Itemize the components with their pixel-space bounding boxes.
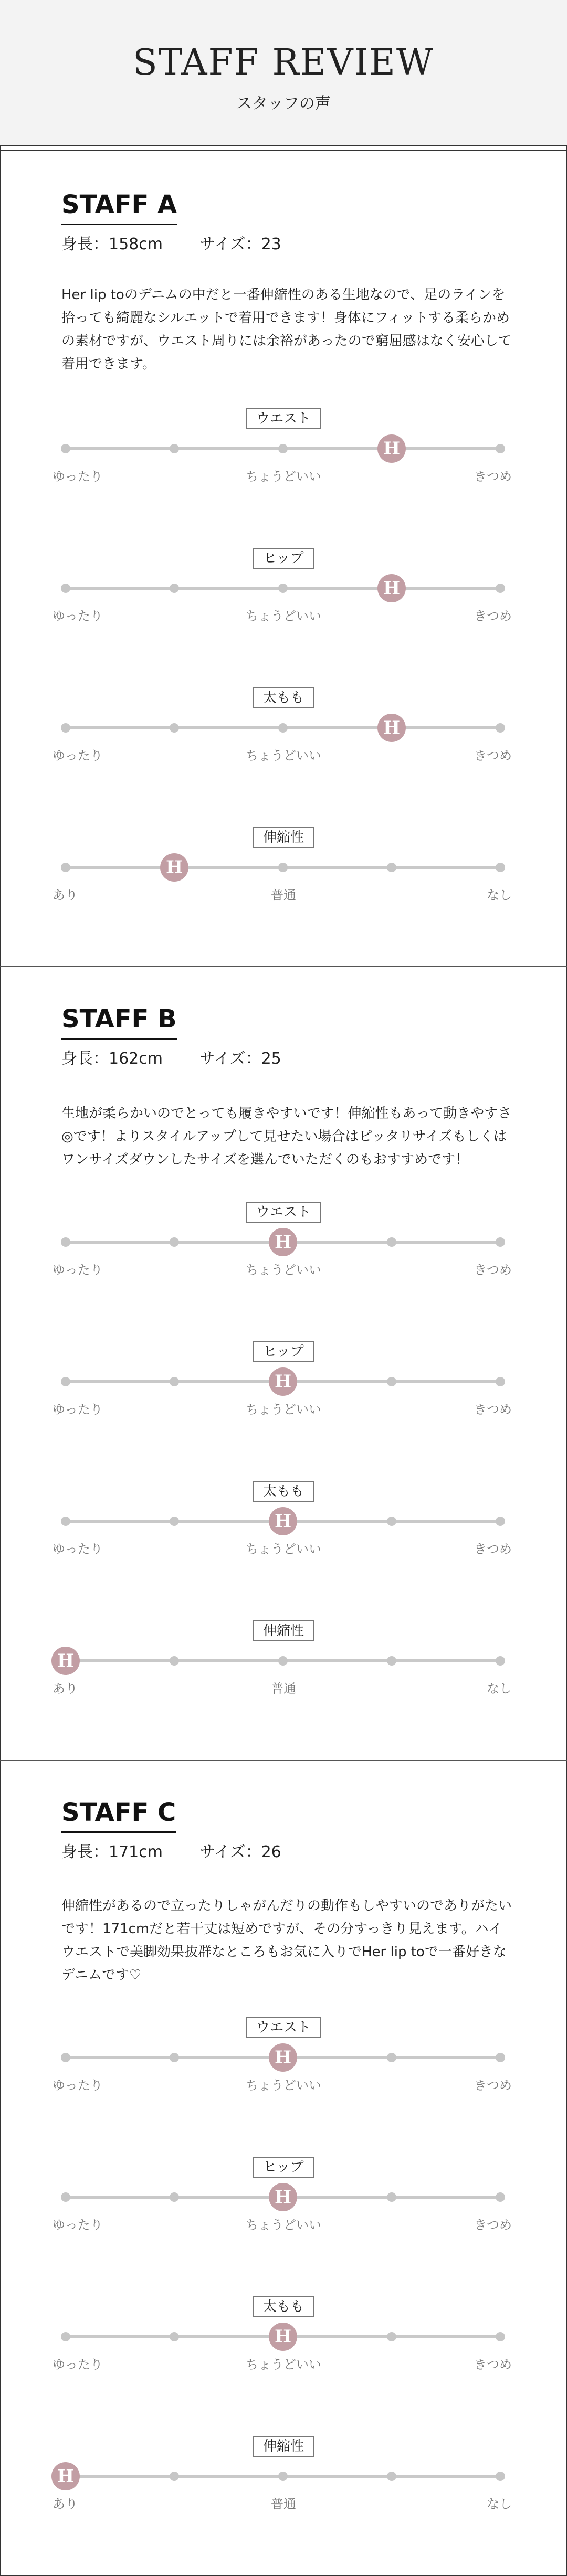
staff-name: STAFF C [61, 1797, 176, 1833]
rating-caption-left: ゆったり [52, 1402, 103, 1417]
rating-step-dot [61, 1517, 70, 1526]
staff-comment: 伸縮性があるので立ったりしゃがんだりの動作もしやすいのでありがたいです！171cmだと若干丈は短めですが、その分すっきり見えます。ハイウエストで美脚効果抜群なところもお気に入りでHer lip toで一番好きなデニムです♡ [61, 1898, 512, 1983]
rating-caption-right: きつめ [474, 1542, 512, 1556]
rating-step-dot [278, 1656, 288, 1666]
rating-label: 太もも [253, 2296, 314, 2317]
rating-step-dot [61, 863, 70, 872]
rating-step-dot [61, 1377, 70, 1386]
staff-height: 身長：171cm [61, 1843, 163, 1861]
rating-marker: H [269, 1507, 297, 1535]
rating-step-dot [61, 2332, 70, 2341]
rating-caption-left: ゆったり [52, 1542, 103, 1556]
rating-caption-right: なし [487, 1681, 512, 1696]
rating-caption-mid: ちょうどいい [246, 2078, 321, 2093]
rating-label: ヒップ [253, 1341, 314, 1362]
rating-marker: H [377, 714, 406, 742]
rating-thigh [0, 687, 567, 777]
rating-step-dot [278, 723, 288, 733]
rating-caption-mid: 普通 [271, 2497, 296, 2511]
rating-label: ヒップ [253, 2157, 314, 2178]
rating-step-dot [170, 2332, 179, 2341]
rating-step-dot [61, 584, 70, 593]
rating-hip [0, 1341, 567, 1430]
rating-marker: H [269, 1367, 297, 1396]
rating-step-dot [61, 2192, 70, 2202]
rating-caption-mid: 普通 [271, 1681, 296, 1696]
rating-label: 伸縮性 [253, 1620, 314, 1641]
rating-caption-mid: ちょうどいい [246, 1402, 321, 1417]
staff-size: サイズ：26 [199, 1843, 281, 1861]
rating-step-dot [61, 2053, 70, 2062]
rating-step-dot [170, 1377, 179, 1386]
rating-step-dot [387, 2053, 396, 2062]
rating-caption-left: ゆったり [52, 1263, 103, 1277]
staff-comment: Her lip toのデニムの中だと一番伸縮性のある生地なので、足のラインを拾っても綺麗なシルエットで着用できます！身体にフィットする柔らかめの素材ですが、ウエスト周りには余裕があったので窮屈感はなく安心して着用できます。 [61, 287, 512, 372]
rating-caption-left: あり [52, 2497, 78, 2511]
rating-stretch [0, 827, 567, 916]
staff-height: 身長：162cm [61, 1050, 163, 1068]
rating-stretch [0, 2436, 567, 2525]
rating-step-dot [496, 1237, 505, 1247]
rating-label: ウエスト [246, 1202, 321, 1223]
staff-name: STAFF B [61, 1003, 177, 1040]
staff-name: STAFF A [61, 189, 177, 225]
rating-step-dot [61, 723, 70, 733]
rating-caption-mid: ちょうどいい [246, 748, 321, 763]
rating-caption-mid: ちょうどいい [246, 1542, 321, 1556]
rating-caption-left: ゆったり [52, 2078, 103, 2093]
rating-caption-right: きつめ [474, 748, 512, 763]
rating-caption-mid: ちょうどいい [246, 2357, 321, 2372]
staff-stats [61, 1045, 281, 1068]
rating-step-dot [170, 2192, 179, 2202]
rating-step-dot [61, 1237, 70, 1247]
staff-stats [61, 1839, 281, 1862]
rating-step-dot [170, 2053, 179, 2062]
rating-marker: H [51, 1647, 80, 1675]
rating-step-dot [278, 2472, 288, 2481]
rating-step-dot [387, 2472, 396, 2481]
rating-step-dot [387, 2332, 396, 2341]
rating-step-dot [496, 2192, 505, 2202]
rating-label: 伸縮性 [253, 2436, 314, 2457]
rating-step-dot [170, 1517, 179, 1526]
rating-step-dot [278, 863, 288, 872]
rating-caption-mid: 普通 [271, 888, 296, 903]
rating-step-dot [496, 1656, 505, 1666]
rating-caption-left: あり [52, 888, 78, 903]
rating-caption-left: ゆったり [52, 609, 103, 623]
rating-caption-right: なし [487, 888, 512, 903]
rating-caption-mid: ちょうどいい [246, 2218, 321, 2232]
section-divider [0, 966, 567, 967]
header [0, 0, 567, 146]
rating-caption-right: きつめ [474, 2357, 512, 2372]
staff-size: サイズ：25 [199, 1050, 281, 1068]
header-divider [0, 150, 567, 151]
rating-marker: H [269, 2043, 297, 2072]
rating-step-dot [170, 444, 179, 453]
rating-label: ヒップ [253, 548, 314, 569]
rating-label: 伸縮性 [253, 827, 314, 848]
rating-label: ウエスト [246, 408, 321, 429]
rating-step-dot [496, 1517, 505, 1526]
rating-caption-mid: ちょうどいい [246, 469, 321, 484]
rating-marker: H [51, 2462, 80, 2490]
rating-caption-left: あり [52, 1681, 78, 1696]
staff-height: 身長：158cm [61, 235, 163, 253]
rating-step-dot [496, 2332, 505, 2341]
rating-step-dot [61, 444, 70, 453]
rating-step-dot [170, 1237, 179, 1247]
staff-stats [61, 231, 281, 254]
rating-step-dot [496, 863, 505, 872]
rating-step-dot [496, 444, 505, 453]
rating-step-dot [496, 2472, 505, 2481]
rating-caption-right: きつめ [474, 469, 512, 484]
rating-step-dot [496, 584, 505, 593]
rating-marker: H [269, 2183, 297, 2211]
rating-waist [0, 2017, 567, 2106]
rating-step-dot [387, 2192, 396, 2202]
rating-marker: H [269, 2323, 297, 2351]
page-subtitle: スタッフの声 [236, 94, 331, 113]
rating-stretch [0, 1620, 567, 1710]
section-divider [0, 1760, 567, 1761]
rating-marker: H [269, 1228, 297, 1256]
rating-step-dot [387, 1517, 396, 1526]
staff-size: サイズ：23 [199, 235, 281, 253]
rating-caption-right: きつめ [474, 1402, 512, 1417]
rating-step-dot [387, 1377, 396, 1386]
rating-step-dot [170, 1656, 179, 1666]
rating-thigh [0, 1481, 567, 1570]
rating-thigh [0, 2296, 567, 2386]
rating-step-dot [278, 444, 288, 453]
rating-hip [0, 548, 567, 637]
rating-caption-mid: ちょうどいい [246, 1263, 321, 1277]
rating-waist [0, 1202, 567, 1291]
rating-marker: H [377, 574, 406, 602]
rating-caption-right: きつめ [474, 2218, 512, 2232]
rating-step-dot [387, 1656, 396, 1666]
rating-step-dot [170, 2472, 179, 2481]
rating-caption-right: なし [487, 2497, 512, 2511]
rating-caption-mid: ちょうどいい [246, 609, 321, 623]
rating-step-dot [496, 723, 505, 733]
page-title: STAFF REVIEW [133, 42, 434, 83]
rating-marker: H [377, 434, 406, 463]
rating-caption-right: きつめ [474, 609, 512, 623]
staff-comment: 生地が柔らかいのでとっても履きやすいです！伸縮性もあって動きやすさ◎です！よりスタイルアップして見せたい場合はピッタリサイズもしくはワンサイズダウンしたサイズを選んでいただくのもおすすめです！ [61, 1106, 512, 1168]
rating-step-dot [496, 2053, 505, 2062]
rating-step-dot [170, 584, 179, 593]
rating-caption-left: ゆったり [52, 748, 103, 763]
rating-label: ウエスト [246, 2017, 321, 2038]
rating-label: 太もも [253, 1481, 314, 1502]
rating-step-dot [387, 1237, 396, 1247]
rating-caption-left: ゆったり [52, 2218, 103, 2232]
rating-caption-right: きつめ [474, 1263, 512, 1277]
rating-caption-left: ゆったり [52, 469, 103, 484]
rating-caption-left: ゆったり [52, 2357, 103, 2372]
rating-waist [0, 408, 567, 497]
rating-step-dot [387, 863, 396, 872]
rating-hip [0, 2157, 567, 2246]
rating-step-dot [496, 1377, 505, 1386]
rating-step-dot [278, 584, 288, 593]
rating-label: 太もも [253, 687, 314, 708]
rating-marker: H [160, 853, 188, 882]
rating-caption-right: きつめ [474, 2078, 512, 2093]
rating-step-dot [170, 723, 179, 733]
